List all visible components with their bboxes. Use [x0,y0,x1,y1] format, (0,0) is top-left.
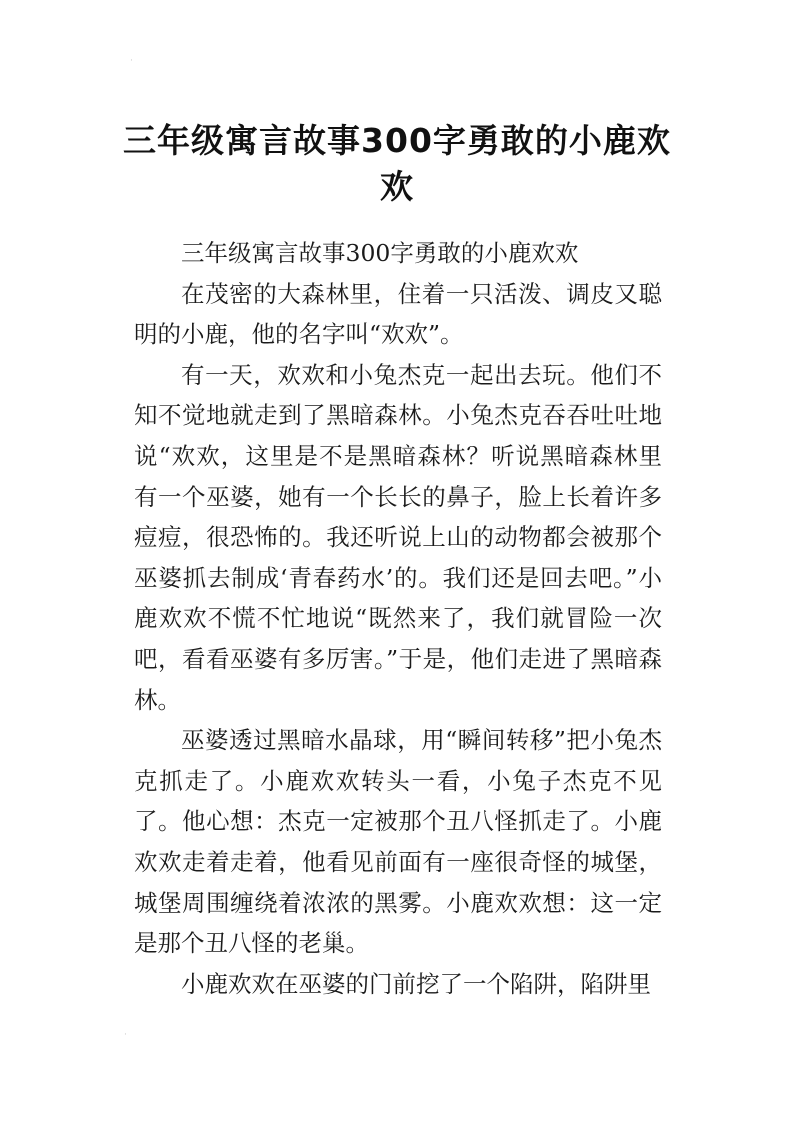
document-body [134,233,662,1004]
paragraph: 小鹿欢欢在巫婆的门前挖了一个陷阱，陷阱里 [181,969,651,998]
paragraph: 有一天，欢欢和小兔杰克一起出去玩。他们不知不觉地就走到了黑暗森林。小兔杰克吞吞吐吐地说“欢欢，这里是不是黑暗森林？听说黑暗森林里有一个巫婆，她有一个长长的鼻子，脸上长着许多痘痘，很恐怖的。我还听说上山的动物都会被那个巫婆抓去制成‘青春药水’的。我们还是回去吧。”小鹿欢欢不慌不忙地说“既然来了，我们就冒险一次吧，看看巫婆有多厉害。”于是，他们走进了黑暗森林。 [134,360,662,714]
paragraph: 三年级寓言故事300字勇敢的小鹿欢欢 [181,239,579,267]
paragraph: 巫婆透过黑暗水晶球，用“瞬间转移”把小兔杰克抓走了。小鹿欢欢转头一看，小兔子杰克不见了。他心想：杰克一定被那个丑八怪抓走了。小鹿欢欢走着走着，他看见前面有一座很奇怪的城堡，城堡周围缠绕着浓浓的黑雾。小鹿欢欢想：这一定是那个丑八怪的老巢。 [134,726,662,958]
corner-mark: · [124,1030,127,1040]
document-title: 三年级寓言故事300字勇敢的小鹿欢欢 [123,121,671,207]
paragraph: 在茂密的大森林里，住着一只活泼、调皮又聪明的小鹿，他的名字叫“欢欢”。 [134,279,662,349]
corner-mark: · [130,56,133,66]
